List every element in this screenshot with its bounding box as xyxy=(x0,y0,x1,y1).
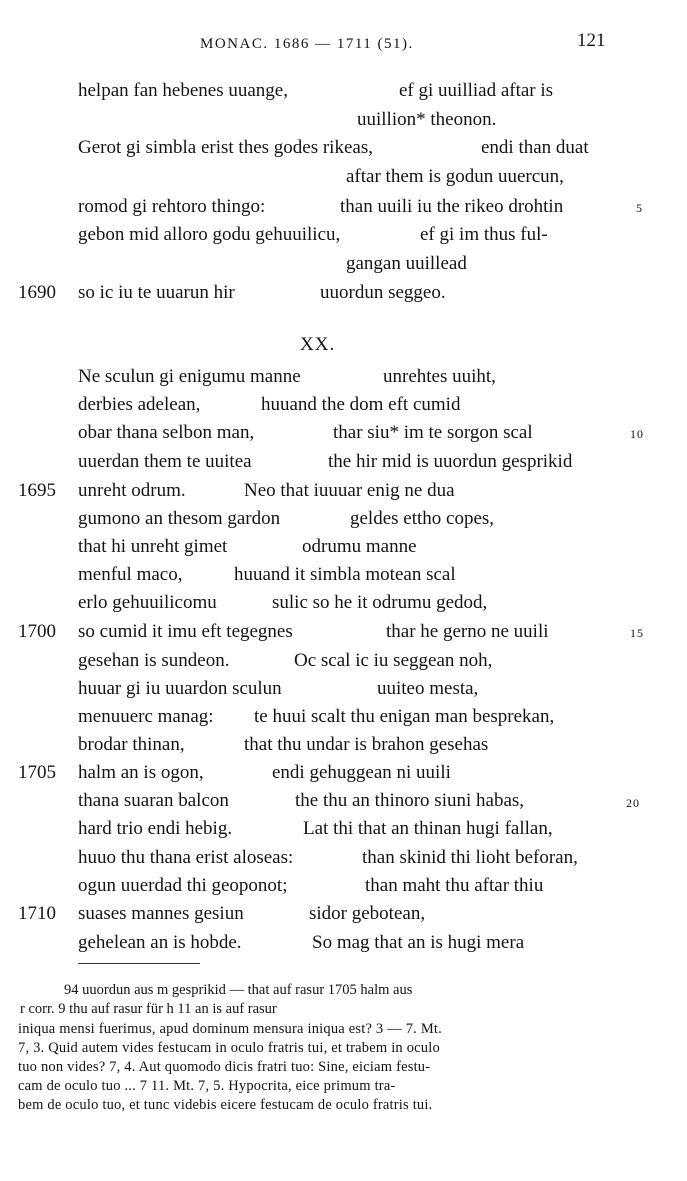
line-number: 1695 xyxy=(18,480,56,501)
verse-line-b: ef gi im thus ful- xyxy=(420,224,548,245)
footnote-line: 7, 3. Quid autem vides festucam in oculo fratris tui, et trabem in oculo xyxy=(18,1040,440,1056)
verse-line-b: huuand the dom eft cumid xyxy=(261,394,461,415)
verse-line-b: than uuili iu the rikeo drohtin xyxy=(340,196,564,217)
verse-line-b: endi than duat xyxy=(481,137,589,158)
margin-number: 10 xyxy=(630,427,644,441)
verse-line-b: uuillion* theonon. xyxy=(357,109,497,130)
verse-line-b: that thu undar is brahon gesehas xyxy=(244,734,489,755)
verse-line-a: thana suaran balcon xyxy=(78,790,229,811)
verse-line-a: that hi unreht gimet xyxy=(78,536,228,557)
section-title: XX. xyxy=(300,334,336,355)
footnote-line: iniqua mensi fuerimus, apud dominum mensura iniqua est? 3 — 7. Mt. xyxy=(18,1021,442,1037)
page-number: 121 xyxy=(577,30,606,51)
verse-line-a: helpan fan hebenes uuange, xyxy=(78,80,288,101)
verse-line-b: ef gi uuilliad aftar is xyxy=(399,80,554,101)
apparatus-line: r corr. 9 thu auf rasur für h 11 an is auf rasur xyxy=(20,1001,277,1017)
verse-line-b: uuordun seggeo. xyxy=(320,282,446,303)
verse-line-a: brodar thinan, xyxy=(78,734,185,755)
verse-line-a: gebon mid alloro godu gehuuilicu, xyxy=(78,224,341,245)
verse-line-b: the thu an thinoro siuni habas, xyxy=(295,790,525,811)
margin-number: 20 xyxy=(626,796,640,810)
apparatus-rule xyxy=(78,963,200,964)
verse-line-b: Neo that iuuuar enig ne dua xyxy=(244,480,455,501)
verse-line-a: gehelean an is hobde. xyxy=(78,932,242,953)
verse-line-b: endi gehuggean ni uuili xyxy=(272,762,451,783)
verse-line-b: unrehtes uuiht, xyxy=(383,366,496,387)
apparatus-line: 94 uuordun aus m gesprikid — that auf rasur 1705 halm aus xyxy=(64,982,413,998)
running-title: MONAC. 1686 — 1711 (51). xyxy=(200,36,414,52)
verse-line-a: huuar gi iu uuardon sculun xyxy=(78,678,282,699)
verse-line-b: Oc scal ic iu seggean noh, xyxy=(294,650,493,671)
verse-line-b: the hir mid is uuordun gesprikid xyxy=(328,451,573,472)
verse-line-b: odrumu manne xyxy=(302,536,417,557)
verse-line-b: than maht thu aftar thiu xyxy=(365,875,544,896)
verse-line-b: gangan uuillead xyxy=(346,253,467,274)
line-number: 1690 xyxy=(18,282,56,303)
verse-line-b: uuiteo mesta, xyxy=(377,678,479,699)
verse-line-b: thar he gerno ne uuili xyxy=(386,621,549,642)
verse-line-a: menful maco, xyxy=(78,564,183,585)
verse-line-a: erlo gehuuilicomu xyxy=(78,592,217,613)
verse-line-b: geldes ettho copes, xyxy=(350,508,495,529)
verse-line-b: Lat thi that an thinan hugi fallan, xyxy=(303,818,553,839)
verse-line-a: menuuerc manag: xyxy=(78,706,214,727)
line-number: 1700 xyxy=(18,621,56,642)
verse-line-a: so ic iu te uuarun hir xyxy=(78,282,235,303)
verse-line-a: suases mannes gesiun xyxy=(78,903,244,924)
verse-line-b: sidor gebotean, xyxy=(309,903,426,924)
verse-line-a: gesehan is sundeon. xyxy=(78,650,230,671)
verse-line-a: huuo thu thana erist aloseas: xyxy=(78,847,294,868)
verse-line-a: gumono an thesom gardon xyxy=(78,508,281,529)
verse-line-a: uuerdan them te uuitea xyxy=(78,451,252,472)
verse-line-b: huuand it simbla motean scal xyxy=(234,564,456,585)
verse-line-b: te huui scalt thu enigan man besprekan, xyxy=(254,706,555,727)
verse-line-b: aftar them is godun uuercun, xyxy=(346,166,564,187)
verse-line-a: derbies adelean, xyxy=(78,394,201,415)
verse-line-a: Gerot gi simbla erist thes godes rikeas, xyxy=(78,137,373,158)
verse-line-b: sulic so he it odrumu gedod, xyxy=(272,592,488,613)
verse-line-a: ogun uuerdad thi geoponot; xyxy=(78,875,288,896)
verse-line-a: obar thana selbon man, xyxy=(78,422,255,443)
footnote-line: tuo non vides? 7, 4. Aut quomodo dicis fratri tuo: Sine, eiciam festu- xyxy=(18,1059,431,1075)
verse-line-a: romod gi rehtoro thingo: xyxy=(78,196,266,217)
verse-line-a: hard trio endi hebig. xyxy=(78,818,233,839)
verse-line-b: thar siu* im te sorgon scal xyxy=(333,422,533,443)
footnote-line: cam de oculo tuo ... 7 11. Mt. 7, 5. Hypocrita, eice primum tra- xyxy=(18,1078,396,1094)
footnote-line: bem de oculo tuo, et tunc videbis eicere festucam de oculo fratris tui. xyxy=(18,1097,433,1113)
verse-line-a: Ne sculun gi enigumu manne xyxy=(78,366,301,387)
verse-line-a: unreht odrum. xyxy=(78,480,186,501)
verse-line-a: so cumid it imu eft tegegnes xyxy=(78,621,293,642)
margin-number: 15 xyxy=(630,626,644,640)
margin-number: 5 xyxy=(636,201,643,215)
line-number: 1710 xyxy=(18,903,56,924)
line-number: 1705 xyxy=(18,762,56,783)
verse-line-b: than skinid thi lioht beforan, xyxy=(362,847,578,868)
verse-line-b: So mag that an is hugi mera xyxy=(312,932,525,953)
verse-line-a: halm an is ogon, xyxy=(78,762,204,783)
